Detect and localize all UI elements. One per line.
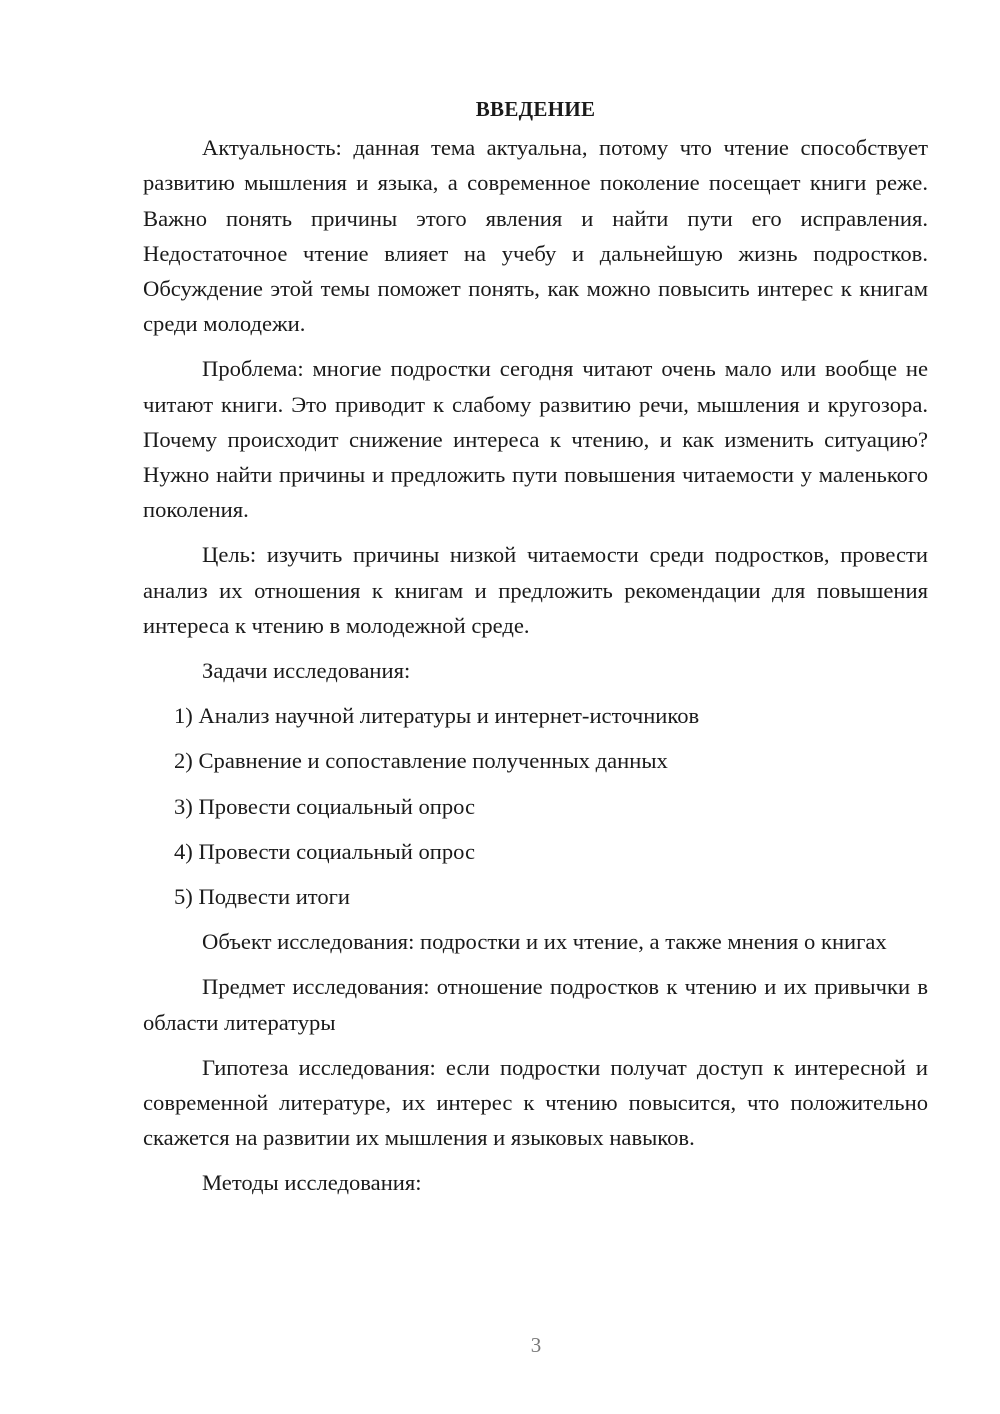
- task-item-3: 3) Провести социальный опрос: [174, 793, 476, 819]
- goal-paragraph: Цель: изучить причины низкой читаемости среди подростков, провести анализ их отношения к книгам и предложить рекомендации для повышения интереса к чтению в молодежной среде.: [143, 542, 928, 638]
- section-title: ВВЕДЕНИЕ: [475, 97, 596, 121]
- task-item-4: 4) Провести социальный опрос: [174, 838, 476, 864]
- tasks-heading: Задачи исследования:: [202, 658, 411, 684]
- task-item-1: 1) Анализ научной литературы и интернет-источников: [174, 703, 700, 729]
- subject-paragraph: Предмет исследования: отношение подростков к чтению и их привычки в области литературы: [143, 974, 928, 1035]
- task-item-5: 5) Подвести итоги: [174, 884, 351, 910]
- hypothesis-paragraph: Гипотеза исследования: если подростки получат доступ к интересной и современной литературе, их интерес к чтению повысится, что положительно скажется на развитии их мышления и языковых навыков.: [143, 1054, 928, 1151]
- page-content: [143, 92, 928, 1211]
- methods-heading: Методы исследования:: [202, 1170, 422, 1196]
- problem-paragraph: Проблема: многие подростки сегодня читают очень мало или вообще не читают книги. Это приводит к слабому развитию речи, мышления и кругозора. Почему происходит снижение интереса к чтению, и как изменить ситуацию? Нужно найти причины и предложить пути повышения читаемости у маленького поколения.: [143, 356, 928, 523]
- relevance-paragraph: Актуальность: данная тема актуальна, потому что чтение способствует развитию мышления и языка, а современное поколение посещает книги реже. Важно понять причины этого явления и найти пути его исправления. Недостаточное чтение влияет на учебу и дальнейшую жизнь подростков. Обсуждение этой темы поможет понять, как можно повысить интерес к книгам среди молодежи.: [143, 135, 928, 337]
- object-paragraph: Объект исследования: подростки и их чтение, а также мнения о книгах: [202, 929, 887, 955]
- page-number: 3: [530, 1333, 542, 1357]
- task-item-2: 2) Сравнение и сопоставление полученных данных: [174, 748, 668, 774]
